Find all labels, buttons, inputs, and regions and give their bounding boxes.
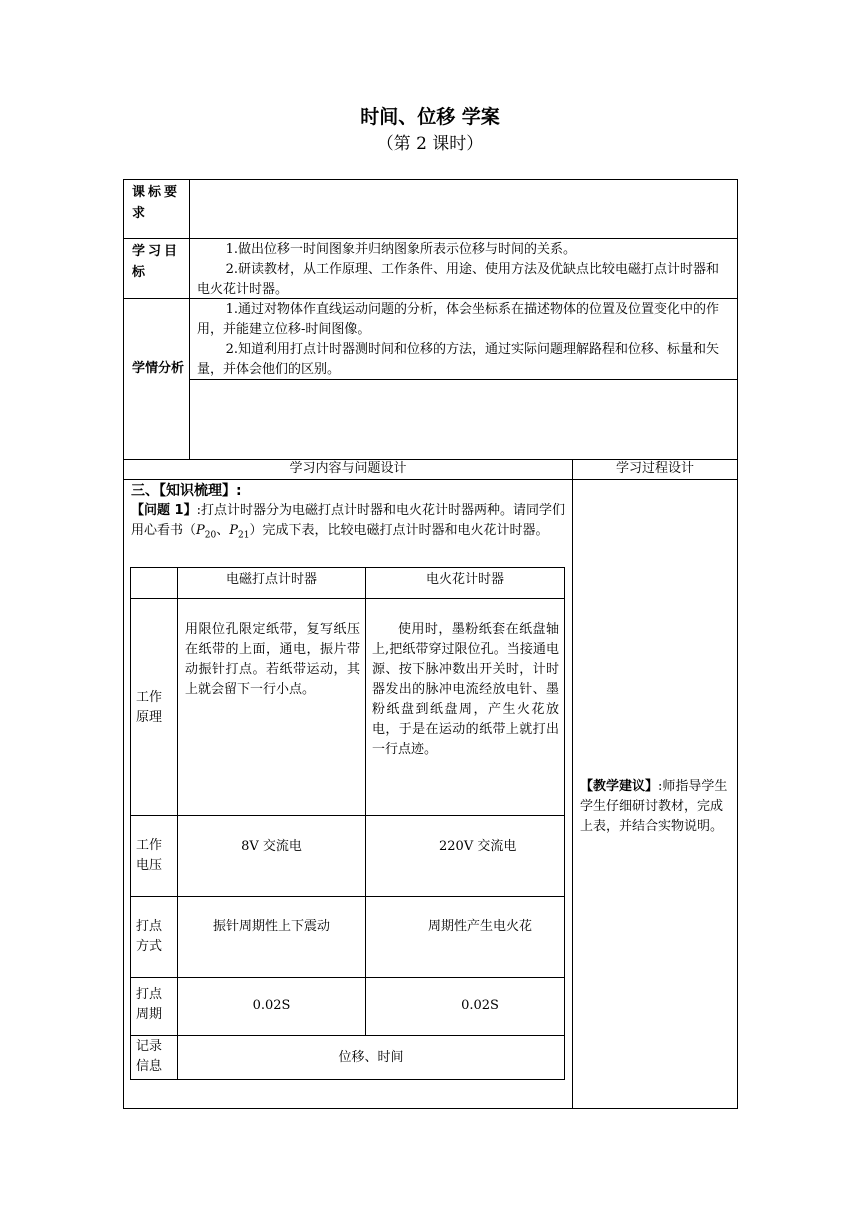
method-spark: 周期性产生电火花 (427, 919, 532, 934)
col-header-electromagnetic: 电磁打点计时器 (225, 572, 317, 587)
page-subtitle: （第 2 课时） (376, 134, 484, 154)
question-lead: :打点计时器分为电磁打点计时器和电火花计时器两种。请同学们用心看书（ (131, 503, 565, 538)
question-tail: ）完成下表，比较电磁打点计时器和电火花计时器。 (249, 523, 549, 538)
knowledge-heading: 三、【知识梳理】: (131, 483, 242, 499)
period-spark: 0.02S (461, 998, 499, 1013)
question-label: 【问题 1】 (131, 503, 197, 518)
page-ref-separator: 、 (216, 523, 230, 538)
principle-electromagnetic: 用限位孔限定纸带，复写纸压在纸带的上面，通电，振片带动振针打点。若纸带运动，其上就会留下一行小点。 (185, 622, 360, 697)
row-label-period: 打点周期 (136, 987, 163, 1022)
content-header: 学习内容与问题设计 (289, 461, 407, 476)
question-1 (131, 501, 569, 546)
analysis-2: 2.知道利用打点计时器测时间和位移的方法，通过实际问题理解路程和位移、标量和矢量，并体会他们的区别。 (197, 342, 719, 377)
standard-label: 课标要求 (132, 185, 181, 221)
teaching-advice (580, 777, 730, 837)
row-label-principle: 工作原理 (136, 690, 163, 725)
advice-label: 【教学建议】 (580, 779, 659, 794)
objectives-text (197, 240, 730, 300)
record-info: 位移、时间 (338, 1050, 404, 1065)
objective-2: 2.研读教材，从工作原理、工作条件、用途、使用方法及优缺点比较电磁打点计时器和电火花计时器。 (197, 262, 719, 297)
method-electromagnetic: 振针周期性上下震动 (212, 919, 330, 934)
analysis-1: 1.通过对物体作直线运动问题的分析，体会坐标系在描述物体的位置及位置变化中的作用，并能建立位移-时间图像。 (197, 302, 719, 337)
page-ref-2: $P_{21}$ (229, 523, 250, 541)
row-label-method: 打点方式 (136, 919, 163, 954)
col-header-spark: 电火花计时器 (425, 572, 504, 587)
objectives-label: 学习目标 (132, 244, 181, 280)
principle-spark: 使用时，墨粉纸套在纸盘轴上,把纸带穿过限位孔。当接通电源、按下脉冲数出开关时，计时器发出的脉冲电流经放电针、墨粉纸盘到纸盘周，产生火花放电，于是在运动的纸带上就打出一行点迹。 (372, 622, 559, 757)
voltage-electromagnetic: 8V 交流电 (241, 839, 302, 854)
knowledge-section (131, 481, 569, 546)
analysis-text (197, 300, 730, 380)
row-label-record: 记录信息 (136, 1039, 163, 1074)
row-label-voltage: 工作电压 (136, 838, 163, 873)
period-electromagnetic: 0.02S (252, 998, 291, 1013)
objective-1: 1.做出位移一时间图象并归纳图象所表示位移与时间的关系。 (225, 242, 576, 257)
advice-text: :师指导学生学生仔细研讨教材，完成上表，并结合实物说明。 (580, 779, 728, 834)
analysis-label: 学情分析 (132, 361, 185, 376)
voltage-spark: 220V 交流电 (439, 839, 517, 854)
page-title: 时间、位移 学案 (360, 106, 500, 128)
process-header: 学习过程设计 (615, 461, 694, 476)
page-ref-1: $P_{20}$ (196, 523, 217, 541)
